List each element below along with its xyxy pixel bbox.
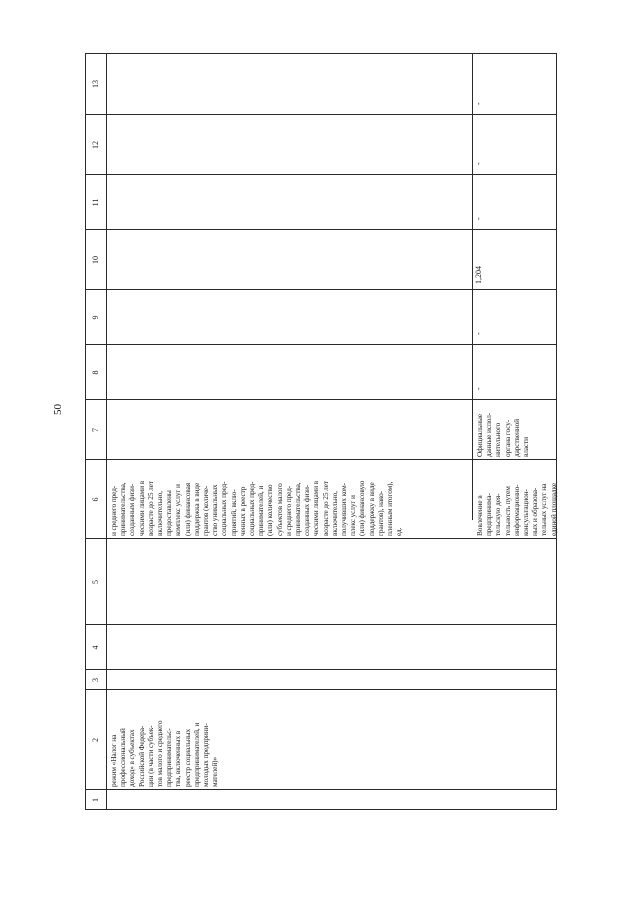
column-number-13: 13 [91,80,100,88]
column-rule [85,229,557,230]
row2-col9-value: - [474,332,483,335]
column-number-8: 8 [91,370,100,375]
column-rule [85,399,557,400]
column-rule [85,624,557,625]
column-rule [85,344,557,345]
column-rule [85,289,557,290]
row2-col13-value: - [474,102,483,105]
row1-col2-text: режим «Налог на профессиональный доход» в субъектах Российской Федера- ции (в части субъек- тов малого и среднего предпринимательс- тва, включенных в реестр социальных предпринимателей, и молодых предприни- мателей)» [109,720,220,787]
column-number-6: 6 [91,497,100,502]
column-rule [85,459,557,460]
row2-col10-value: 1,204 [474,266,483,284]
column-rule [85,114,557,115]
column-number-1: 1 [91,798,100,802]
column-rule [85,789,557,790]
column-rule [85,174,557,175]
column-number-2: 2 [91,738,100,742]
column-number-7: 7 [91,428,100,432]
rotated-table [85,53,557,810]
header-rule [106,53,107,810]
row2-col8-value: - [474,387,483,390]
row-separator [472,53,473,520]
column-rule [85,669,557,670]
row2-col7-text: Официальные данные испол- нительного органа госу- дарственной власти [475,412,531,457]
column-number-11: 11 [91,198,100,207]
column-rule [85,689,557,690]
column-number-10: 10 [91,256,100,264]
column-rule [85,538,557,539]
row2-col11-value: - [474,217,483,220]
column-number-12: 12 [91,141,100,149]
column-number-3: 3 [91,678,100,682]
page-number: 50 [52,404,64,415]
column-number-5: 5 [91,580,100,584]
row2-col6-text: Вовлечение в предпринима- тельскую дея- тельность путем информационно- консультацион- ных и образова- тельных услуг на единой площадке [475,483,558,536]
row2-col12-value: - [474,162,483,165]
row1-col6-text: и среднего пред- принимательства, созданным физи- ческими лицами в возрасте до 25 лет включительно, предоставлены комплекс услуг и (или) финансовая поддержка в виде грантов (количе- ство уникальных социальных пред- приятий, вклю- ченных в реестр социальных пред- принимателей, и (или) количество субъектов малого и среднего пред- принимательства, созданных физи- ческими лицами в возрасте до 25 лет включительно, получивших ком- плекс услуг и (или) финансовую поддержку в виде грантов), нако- пленным итогом), ед. [109,480,404,536]
column-number-4: 4 [91,645,100,650]
column-number-9: 9 [91,315,100,320]
